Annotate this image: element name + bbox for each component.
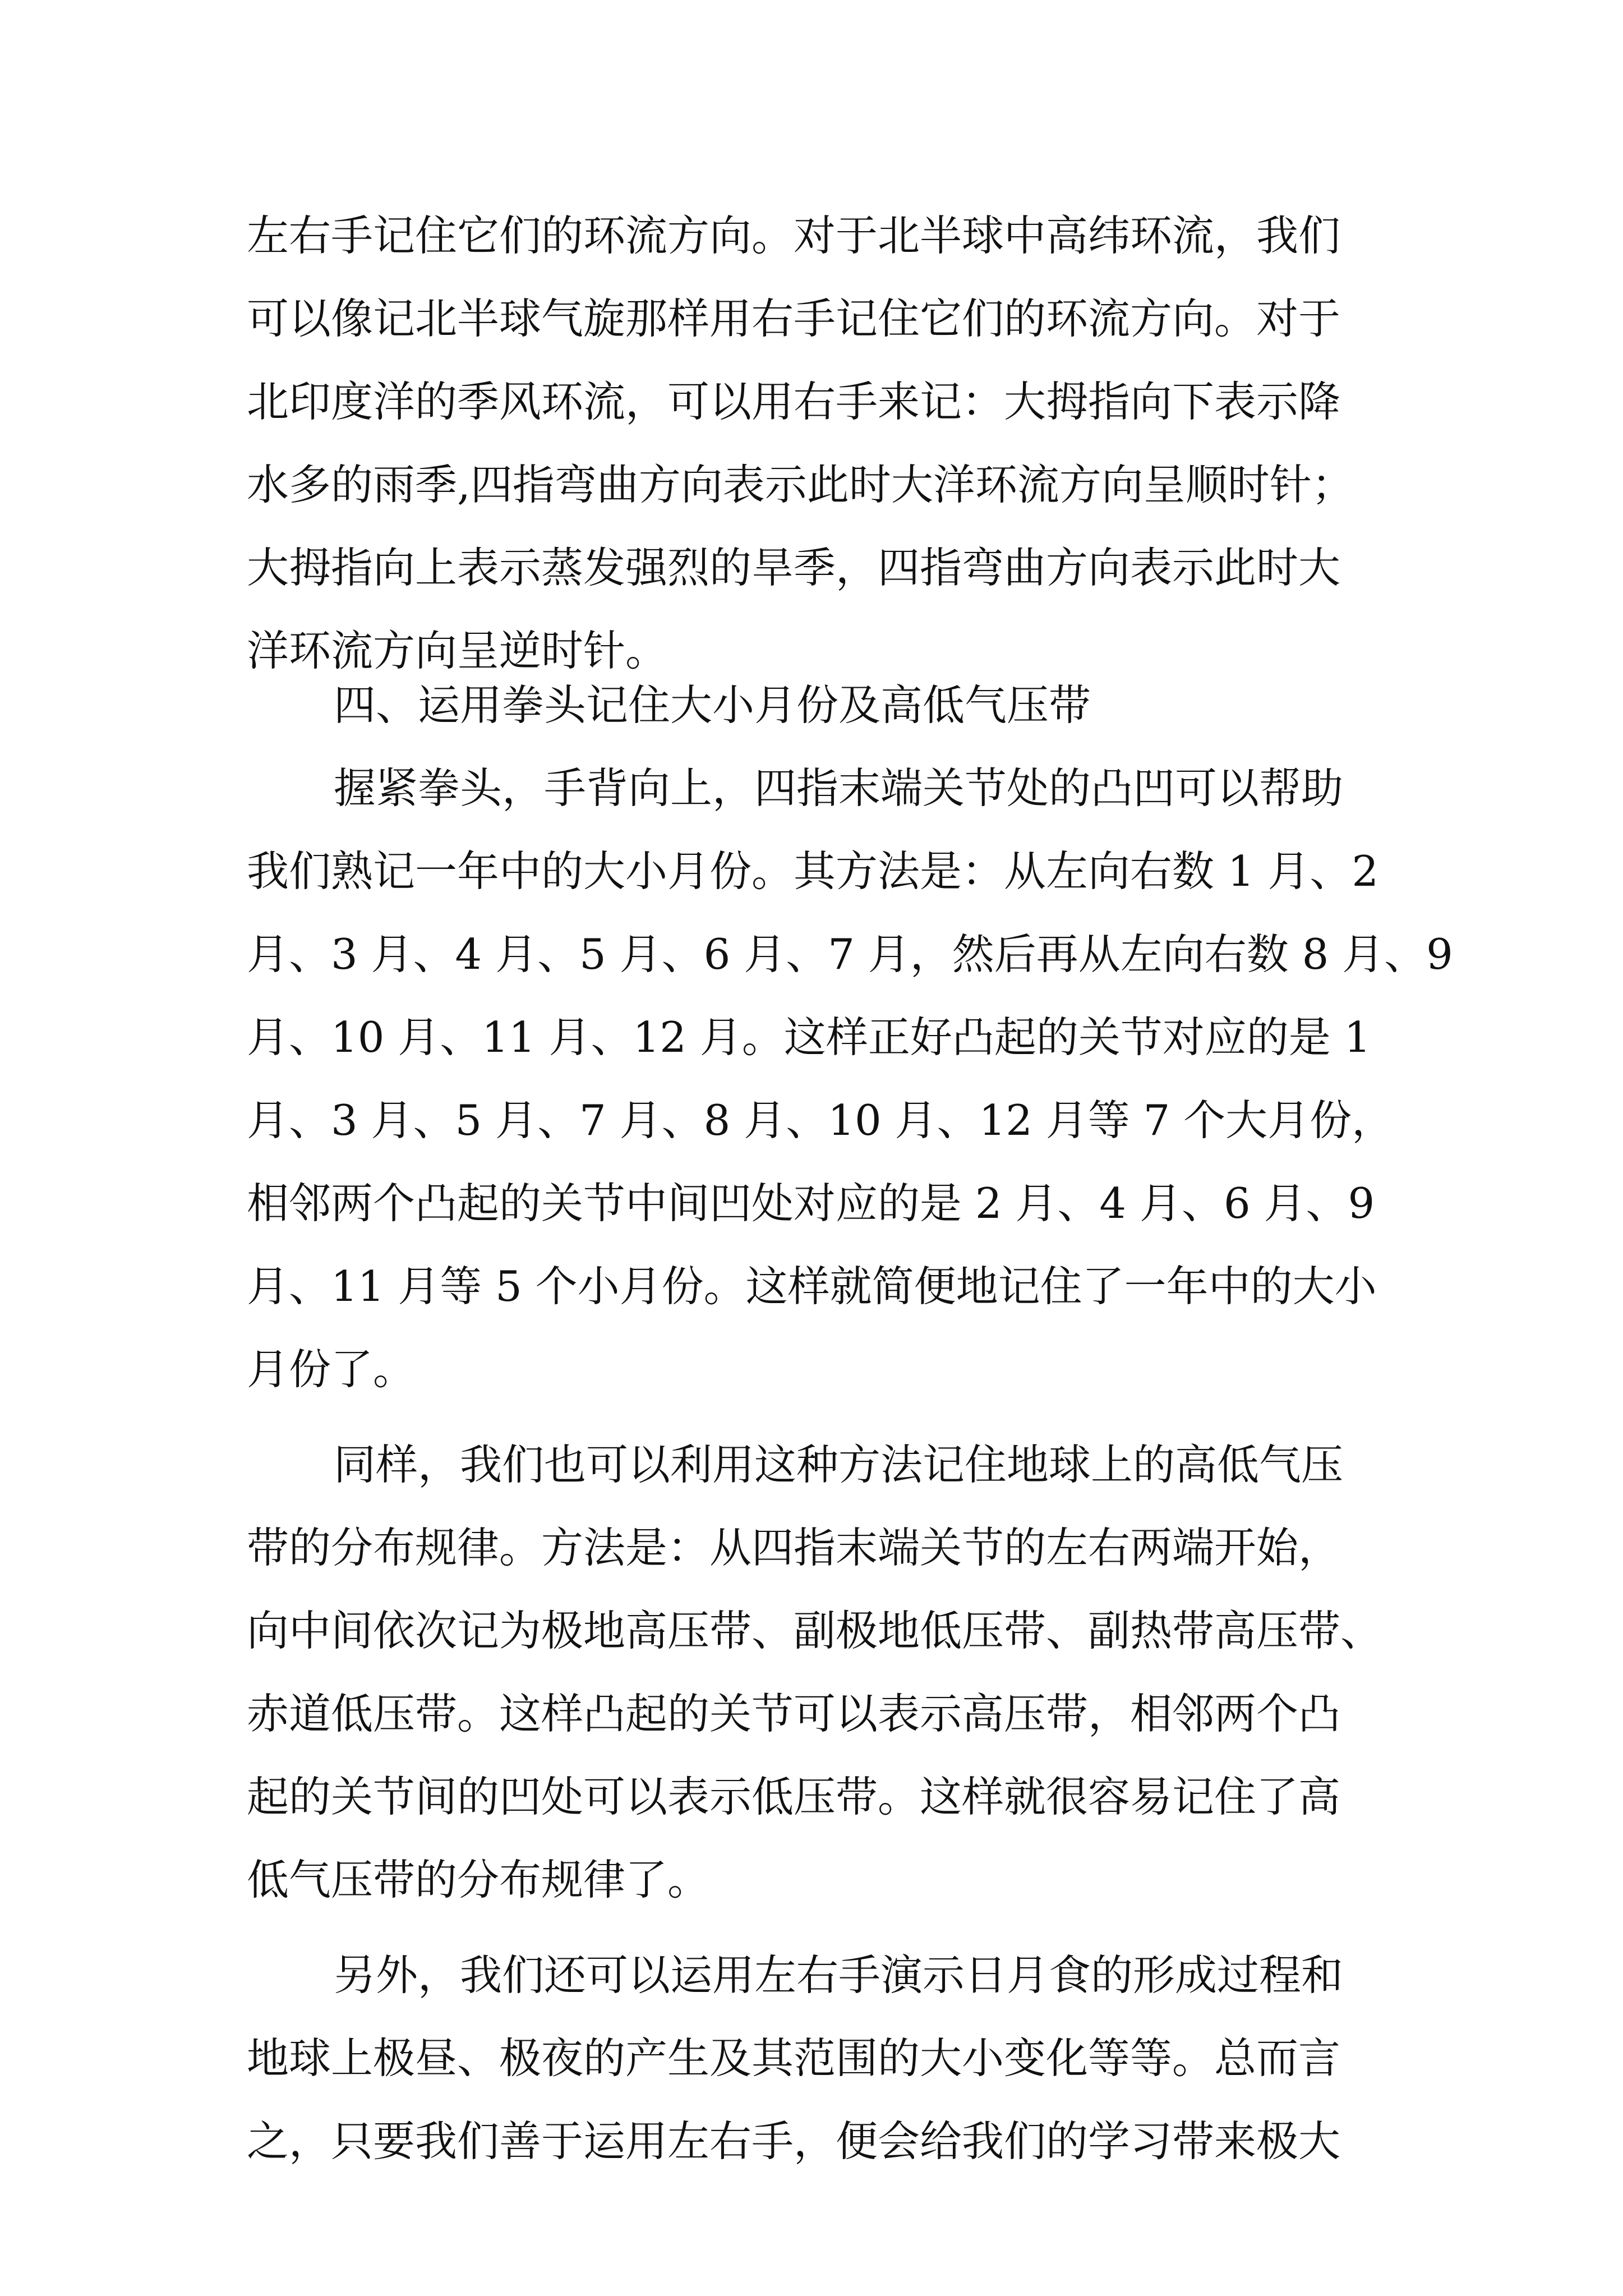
body-text-line: 赤道低压带。这样凸起的关节可以表示高压带，相邻两个凸	[247, 1689, 1341, 1738]
body-text-line: 水多的雨季,四指弯曲方向表示此时大洋环流方向呈顺时针；	[247, 460, 1354, 509]
body-text-line: 另外，我们还可以运用左右手演示日月食的形成过程和	[334, 1950, 1344, 2000]
body-text-line: 之，只要我们善于运用左右手，便会给我们的学习带来极大	[247, 2116, 1341, 2166]
body-text-line: 左右手记住它们的环流方向。对于北半球中高纬环流，我们	[247, 211, 1341, 260]
body-text-line: 北印度洋的季风环流，可以用右手来记：大拇指向下表示降	[247, 377, 1341, 426]
body-text-line: 月、11 月等 5 个小月份。这样就简便地记住了一年中的大小	[247, 1262, 1377, 1311]
body-text-line: 带的分布规律。方法是：从四指末端关节的左右两端开始，	[247, 1523, 1341, 1572]
body-text-line: 相邻两个凸起的关节中间凹处对应的是 2 月、4 月、6 月、9	[247, 1179, 1375, 1228]
body-text-line: 月、10 月、11 月、12 月。这样正好凸起的关节对应的是 1	[247, 1013, 1371, 1062]
body-text-line: 月份了。	[247, 1345, 416, 1394]
body-text-line: 月、3 月、4 月、5 月、6 月、7 月，然后再从左向右数 8 月、9	[247, 930, 1453, 979]
body-text-line: 洋环流方向呈逆时针。	[247, 626, 668, 675]
body-text-line: 起的关节间的凹处可以表示低压带。这样就很容易记住了高	[247, 1772, 1341, 1821]
section-heading: 四、运用拳头记住大小月份及高低气压带	[334, 680, 1091, 730]
body-text-line: 大拇指向上表示蒸发强烈的旱季，四指弯曲方向表示此时大	[247, 543, 1341, 592]
body-text-line: 地球上极昼、极夜的产生及其范围的大小变化等等。总而言	[247, 2033, 1341, 2083]
body-text-line: 向中间依次记为极地高压带、副极地低压带、副热带高压带、	[247, 1606, 1383, 1655]
body-text-line: 同样，我们也可以利用这种方法记住地球上的高低气压	[334, 1440, 1344, 1489]
body-text-line: 握紧拳头，手背向上，四指末端关节处的凸凹可以帮助	[334, 763, 1344, 813]
body-text-line: 低气压带的分布规律了。	[247, 1855, 710, 1904]
body-text-line: 可以像记北半球气旋那样用右手记住它们的环流方向。对于	[247, 294, 1341, 343]
body-text-line: 月、3 月、5 月、7 月、8 月、10 月、12 月等 7 个大月份，	[247, 1096, 1394, 1145]
body-text-line: 我们熟记一年中的大小月份。其方法是：从左向右数 1 月、2	[247, 846, 1379, 896]
